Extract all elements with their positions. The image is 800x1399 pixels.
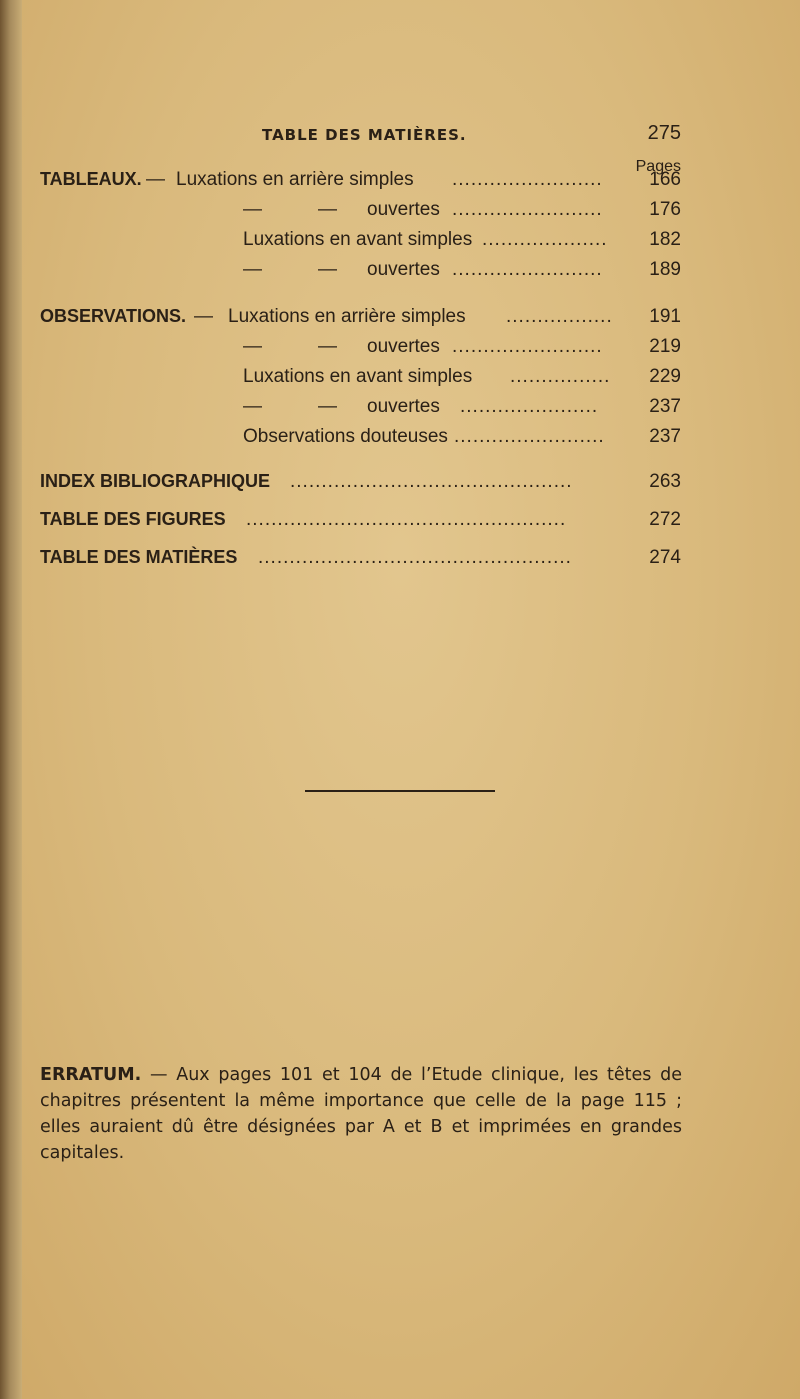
leader-dots: ........................: [454, 426, 605, 447]
toc-entry: [0, 395, 681, 421]
toc-entry-page: 229: [649, 366, 681, 387]
leader-dots: ......................: [460, 396, 599, 417]
toc-entry: [0, 228, 681, 254]
leader-dots: ...................................................: [246, 509, 567, 530]
toc-section-label: TABLE DES FIGURES: [40, 509, 226, 529]
toc-entry: [0, 168, 681, 194]
ditto-dash: —: [243, 396, 262, 417]
leader-dots: ....................: [482, 229, 608, 250]
leader-dots: ................: [510, 366, 611, 387]
running-title: TABLE DES MATIÈRES.: [262, 126, 467, 144]
toc-entry: [0, 470, 681, 496]
ditto-dash: —: [146, 169, 165, 190]
toc-entry: [0, 425, 681, 451]
toc-entry-text: Luxations en avant simples: [243, 366, 473, 387]
toc-entry-page: 274: [649, 547, 681, 568]
toc-entry-page: 237: [649, 426, 681, 447]
toc-entry: [0, 335, 681, 361]
toc-entry: [0, 258, 681, 284]
toc-entry-page: 237: [649, 396, 681, 417]
page-number: 275: [647, 122, 681, 144]
toc-entry-page: 219: [649, 336, 681, 357]
erratum-body: — Aux pages 101 et 104 de l’Etude clinique, les têtes de chapitres présentent la même importance que celle de la page 115 ; elles auraient dû être désignées par A et B et imprimées en grandes capitales.: [40, 1065, 682, 1163]
toc-entry-text: Luxations en arrière simples: [228, 306, 466, 327]
toc-entry-page: 272: [649, 509, 681, 530]
section-divider: [305, 790, 495, 792]
toc-entry-text: ouvertes: [367, 336, 440, 357]
leader-dots: ........................: [452, 199, 603, 220]
leader-dots: .............................................: [290, 471, 573, 492]
toc-entry-text: Luxations en arrière simples: [176, 169, 414, 190]
ditto-dash: —: [318, 336, 337, 357]
leader-dots: ........................: [452, 259, 603, 280]
toc-section-label: INDEX BIBLIOGRAPHIQUE: [40, 471, 271, 491]
toc-entry: [0, 546, 681, 572]
ditto-dash: —: [243, 336, 262, 357]
toc-entry: [0, 365, 681, 391]
toc-entry-text: ouvertes: [367, 199, 440, 220]
toc-entry: [0, 198, 681, 224]
ditto-dash: —: [318, 199, 337, 220]
leader-dots: .................: [506, 306, 613, 327]
leader-dots: ........................: [452, 336, 603, 357]
toc-entry-page: 166: [649, 169, 681, 190]
leader-dots: ..................................................: [258, 547, 572, 568]
toc-entry-page: 191: [649, 306, 681, 327]
toc-section-label: TABLE DES MATIÈRES: [40, 547, 238, 567]
page-header: [0, 122, 800, 152]
toc-entry-text: ouvertes: [367, 396, 440, 417]
erratum-title: ERRATUM.: [40, 1065, 142, 1085]
ditto-dash: —: [194, 306, 213, 327]
toc-entry: [0, 508, 681, 534]
toc-entry-text: Luxations en avant simples: [243, 229, 473, 250]
ditto-dash: —: [318, 396, 337, 417]
ditto-dash: —: [243, 259, 262, 280]
toc-entry-text: ouvertes: [367, 259, 440, 280]
pages-column-label: Pages: [635, 158, 681, 175]
toc-entry: [0, 305, 681, 331]
erratum-note: [40, 1062, 682, 1166]
ditto-dash: —: [243, 199, 262, 220]
toc-group-label: TABLEAUX.: [40, 169, 142, 189]
toc-entry-text: Observations douteuses: [243, 426, 448, 447]
toc-entry-page: 189: [649, 259, 681, 280]
toc-entry-page: 182: [649, 229, 681, 250]
toc-entry-page: 263: [649, 471, 681, 492]
toc-group-label: OBSERVATIONS.: [40, 306, 187, 326]
ditto-dash: —: [318, 259, 337, 280]
toc-entry-page: 176: [649, 199, 681, 220]
leader-dots: ........................: [452, 169, 603, 190]
